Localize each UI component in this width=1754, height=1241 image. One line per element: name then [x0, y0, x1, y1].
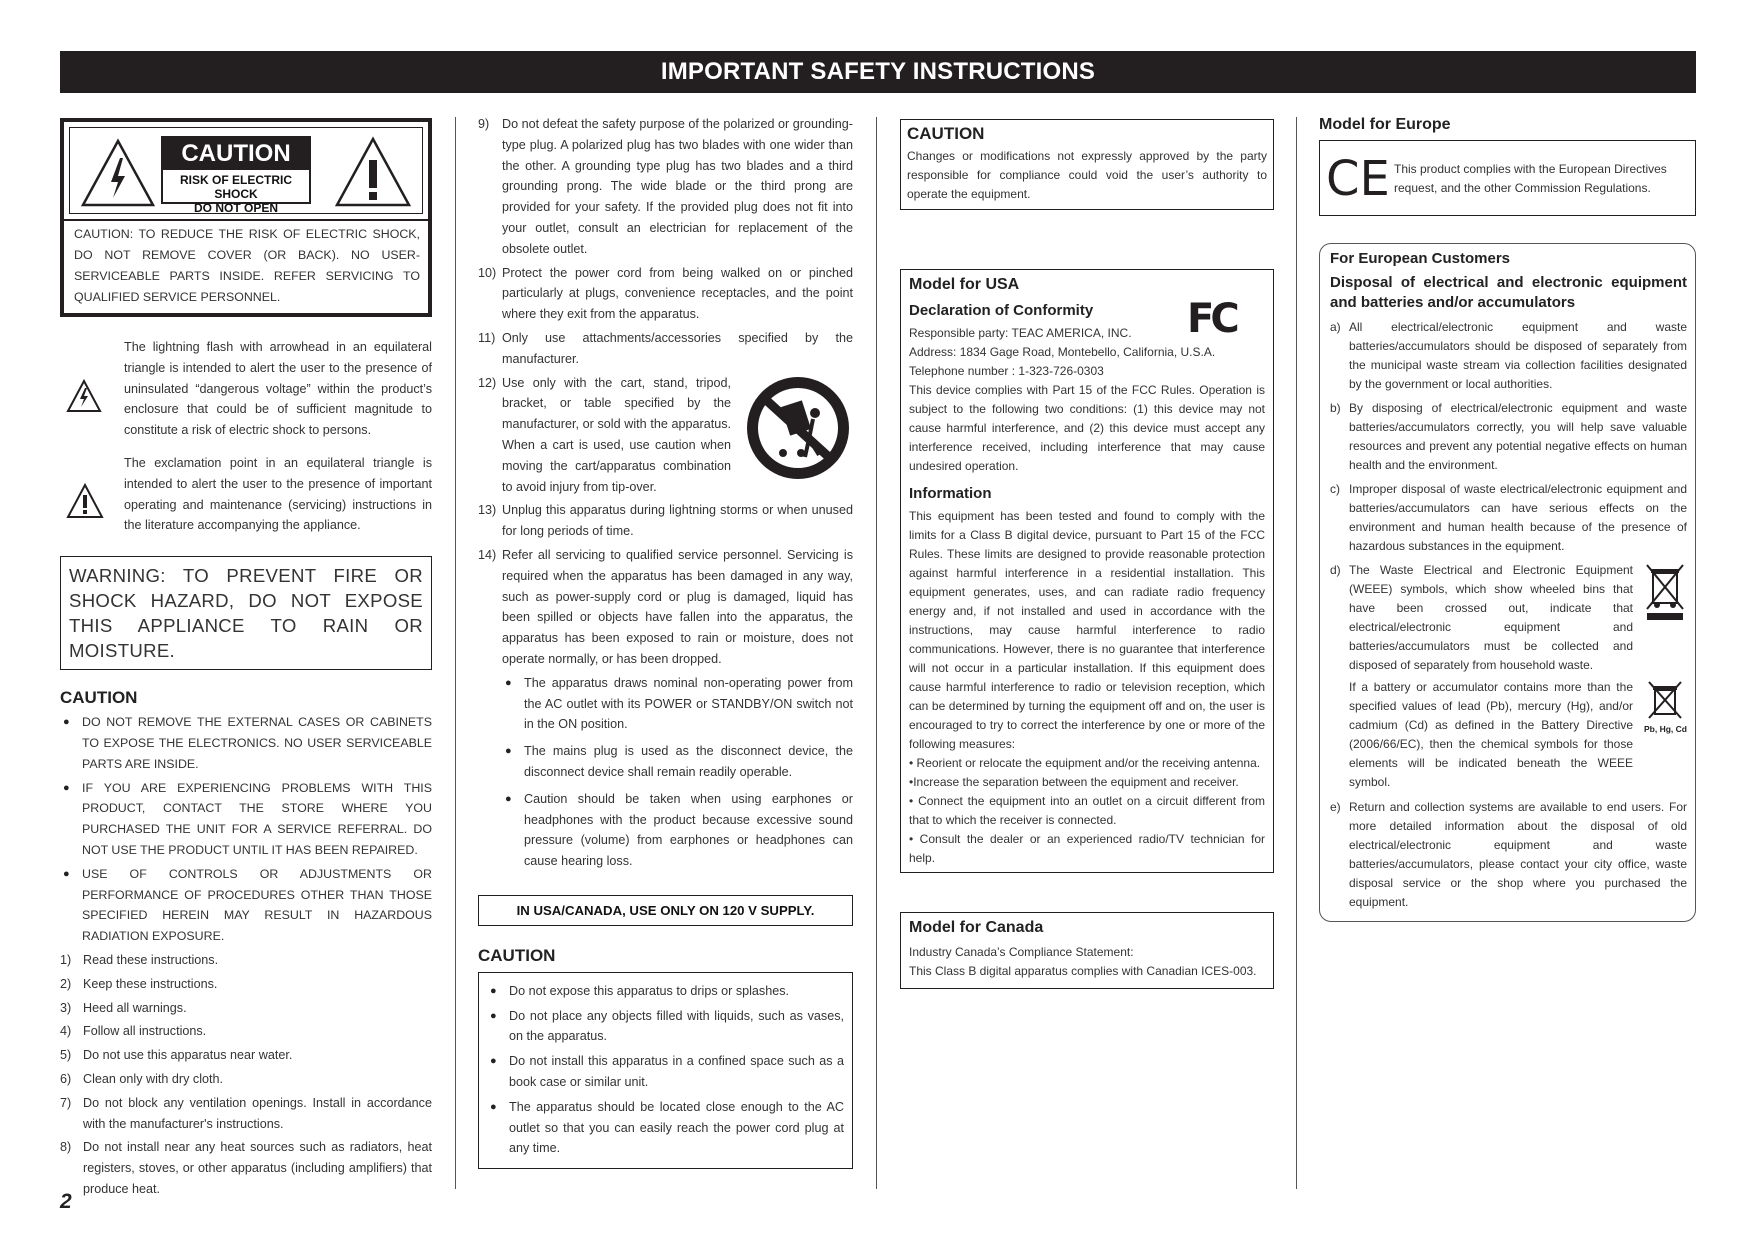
column-2 — [478, 114, 853, 1169]
europe-heading: Model for Europe — [1319, 116, 1451, 133]
information-text: This equipment has been tested and found to comply with the limits for a Class B digital device, pursuant to Part 15 of the FCC Rules. These limits are designed to provide reasonable protection against harmful interference in a residential installation. This equipment generates, uses, and can radiate radio frequency energy and, if not installed and used in accordance with the instructions, may cause harmful interference to radio communications. However, there is no guarantee that interference will not occur in a particular installation. If this equipment does cause harmful interference to radio or television reception, which can be determined by turning the equipment off and on, the user is encouraged to try to correct the interference by one or more of the following measures: — [909, 509, 1265, 751]
ce-text: This product complies with the European Directives request, and the other Commission Regulations. — [1394, 162, 1667, 195]
exclamation-text: The exclamation point in an equilateral triangle is intended to alert the user to the presence of important operating and maintenance (servicing) instructions in the literature accompanying the appliance. — [124, 455, 432, 533]
list-item: b) By disposing of electrical/electronic equipment and waste batteries/accumulators correctly, you will help save valuable resources and prevent any potential negative effects on human health and the environment. — [1330, 401, 1687, 472]
measure-item: •Increase the separation between the equipment and receiver. — [909, 775, 1239, 789]
fcc-compliance: This device complies with Part 15 of the FCC Rules. Operation is subject to the following two conditions: (1) this device may not cause harmful interference, and (2) this device must accept any interference received, including interference that may cause undesired operation. — [909, 383, 1265, 473]
fcc-caution-box — [900, 119, 1274, 210]
list-item: ● The apparatus draws nominal non-operating power from the AC outlet with its POWER or STANDBY/ON switch not in the ON position. — [502, 673, 853, 735]
measure-item: • Reorient or relocate the equipment and/or the receiving antenna. — [909, 756, 1261, 770]
measure-item: • Consult the dealer or an experienced radio/TV technician for help. — [909, 832, 1265, 865]
list-item: 1) Read these instructions. — [60, 952, 219, 967]
column-divider — [876, 117, 877, 1189]
caution-label-sub1: RISK OF ELECTRIC SHOCK — [179, 173, 292, 201]
caution-label-title: CAUTION — [163, 138, 309, 170]
lightning-triangle-icon — [80, 138, 156, 208]
caution-box-text: CAUTION: TO REDUCE THE RISK OF ELECTRIC SHOCK, DO NOT REMOVE COVER (OR BACK). NO USER-SERVICEABLE PARTS INSIDE. REFER SERVICING TO QUALIFIED SERVICE PERSONNEL. — [74, 227, 420, 304]
address: Address: 1834 Gage Road, Montebello, California, U.S.A. — [909, 345, 1216, 359]
list-item: ● IF YOU ARE EXPERIENCING PROBLEMS WITH THIS PRODUCT, CONTACT THE STORE WHERE YOU PURCHASED THE UNIT FOR A SERVICE REFERRAL. DO NOT USE THE PRODUCT UNTIL IT HAS BEEN REPAIRED. — [60, 778, 432, 861]
list-item: ● Caution should be taken when using earphones or headphones with the product because excessive sound pressure (volume) from earphones or headphones can cause hearing loss. — [502, 789, 853, 872]
usa-box — [900, 269, 1274, 873]
column-1 — [60, 118, 432, 1203]
fcc-logo: FC — [1187, 296, 1236, 342]
lightning-explanation — [60, 337, 432, 441]
list-item: 4) Follow all instructions. — [60, 1024, 207, 1039]
caution-shock-box — [60, 118, 432, 317]
list-item: ● Do not expose this apparatus to drips or splashes. — [487, 981, 844, 1002]
disposal-list — [1330, 318, 1687, 675]
exclamation-triangle-icon — [66, 483, 104, 519]
list-item: 3) Heed all warnings. — [60, 1000, 187, 1015]
caution-heading: CAUTION — [478, 945, 556, 965]
sub-list — [478, 673, 853, 872]
list-item: 6) Clean only with dry cloth. — [60, 1071, 223, 1086]
cart-warning-icon — [743, 373, 853, 483]
lightning-text: The lightning flash with arrowhead in an equilateral triangle is intended to alert the user to the presence of uninsulated “dangerous voltage” within the product’s enclosure that could be of sufficient magnitude to constitute a risk of electric shock to persons. — [124, 340, 432, 438]
list-item: 13) Unplug this apparatus during lightning storms or when unused for long periods of time. — [478, 503, 853, 539]
disposal-heading: Disposal of electrical and electronic equipment and batteries and/or accumulators — [1330, 274, 1687, 311]
information-heading: Information — [909, 485, 992, 502]
column-divider — [455, 117, 456, 1189]
disposal-list-e — [1330, 798, 1687, 912]
caution-heading: CAUTION — [60, 688, 138, 708]
list-item: 5) Do not use this apparatus near water. — [60, 1048, 293, 1063]
list-item: c) Improper disposal of waste electrical/electronic equipment and batteries/accumulators can have serious effects on the environment and human health because of the presence of hazardous substances in the equipment. — [1330, 482, 1687, 553]
page-number: 2 — [60, 1190, 72, 1213]
list-item: ● The mains plug is used as the disconnect device, the disconnect device shall remain readily operable. — [502, 741, 853, 783]
list-item: ● Do not install this apparatus in a confined space such as a book case or similar unit. — [487, 1051, 844, 1093]
telephone: Telephone number : 1-323-726-0303 — [909, 364, 1104, 378]
usa-heading: Model for USA — [909, 276, 1020, 293]
caution-box — [478, 972, 853, 1169]
list-item: 9) Do not defeat the safety purpose of the polarized or grounding-type plug. A polarized plug has two blades with one wider than the other. A grounding type plug has two blades and a third grounding prong. The wide blade or the third prong are provided for your safety. If the provided plug does not fit into your outlet, consult an electrician for replacement of the obsolete outlet. — [478, 117, 853, 256]
weee-battery-bin-icon — [1643, 678, 1687, 722]
canada-line-1: Industry Canada’s Compliance Statement: — [909, 945, 1134, 959]
instruction-list — [60, 950, 432, 1200]
exclamation-triangle-icon — [334, 136, 412, 208]
caution-label — [161, 136, 311, 215]
list-item: 2) Keep these instructions. — [60, 976, 218, 991]
weee-bin-icon — [1643, 561, 1687, 621]
list-item: ● DO NOT REMOVE THE EXTERNAL CASES OR CABINETS TO EXPOSE THE ELECTRONICS. NO USER SERVICEABLE PARTS ARE INSIDE. — [60, 712, 432, 774]
canada-line-2: This Class B digital apparatus complies with Canadian ICES-003. — [909, 964, 1257, 978]
responsible-party: Responsible party: TEAC AMERICA, INC. — [909, 326, 1132, 340]
canada-box — [900, 912, 1274, 989]
caution-list — [487, 981, 844, 1159]
caution-heading: CAUTION — [907, 124, 985, 143]
page-title: IMPORTANT SAFETY INSTRUCTIONS — [60, 51, 1696, 93]
list-item: 12) Use only with the cart, stand, tripod, bracket, or table specified by the manufacturer, or sold with the apparatus. When a cart is used, use caution when moving the cart/apparatus combination to avoid injury from tip-over. — [478, 373, 853, 498]
measure-item: • Connect the equipment into an outlet on a circuit different from that to which the receiver is connected. — [909, 794, 1265, 827]
list-item: 10) Protect the power cord from being walked on or pinched particularly at plugs, convenience receptacles, and the point where they exit from the apparatus. — [478, 265, 853, 322]
column-4 — [1319, 116, 1696, 922]
caution-label-frame — [69, 127, 423, 214]
list-item: 11) Only use attachments/accessories specified by the manufacturer. — [478, 330, 853, 366]
chem-symbols: Pb, Hg, Cd — [1644, 724, 1687, 734]
declaration-heading: Declaration of Conformity — [909, 302, 1094, 319]
exclamation-explanation — [60, 453, 432, 536]
list-item: ● The apparatus should be located close enough to the AC outlet so that you can easily reach the power cord plug at any time. — [487, 1097, 844, 1159]
supply-notice-text: IN USA/CANADA, USE ONLY ON 120 V SUPPLY. — [516, 902, 815, 918]
list-item: 14) Refer all servicing to qualified service personnel. Servicing is required when the apparatus has been damaged in any way, such as power-supply cord or plug is damaged, liquid has been spilled or objects have fallen into the apparatus, the apparatus has been exposed to rain or moisture, does not operate normally, or has been dropped. — [478, 547, 853, 666]
list-item: ● Do not place any objects filled with liquids, such as vases, on the apparatus. — [487, 1006, 844, 1048]
supply-notice — [478, 895, 853, 926]
list-item: ● USE OF CONTROLS OR ADJUSTMENTS OR PERFORMANCE OF PROCEDURES OTHER THAN THOSE SPECIFIED HEREIN MAY RESULT IN HAZARDOUS RADIATION EXPOSURE. — [60, 864, 432, 947]
instruction-list — [478, 114, 853, 670]
ce-box — [1319, 140, 1696, 216]
lightning-triangle-icon — [66, 379, 102, 413]
battery-text-row: If a battery or accumulator contains more than the specified values of lead (Pb), mercury (Hg), and/or cadmium (Cd) as defined in the Battery Directive (2006/66/EC), then the chemical symbols for those elements will be indicated beneath the WEEE symbol. Pb, Hg, Cd — [1349, 680, 1687, 789]
caution-label-sub2: DO NOT OPEN — [193, 201, 278, 215]
fire-shock-warning: WARNING: TO PREVENT FIRE OR SHOCK HAZARD, DO NOT EXPOSE THIS APPLIANCE TO RAIN OR MOISTURE. — [60, 556, 432, 670]
list-item: a) All electrical/electronic equipment and waste batteries/accumulators should be disposed of separately from the municipal waste stream via collection facilities designated by the government or local authorities. — [1330, 320, 1687, 391]
caution-list — [60, 712, 432, 947]
divider — [64, 219, 428, 221]
column-divider — [1296, 117, 1297, 1189]
caution-text: Changes or modifications not expressly approved by the party responsible for compliance could void the user’s authority to operate the equipment. — [907, 149, 1267, 201]
column-3 — [900, 119, 1274, 989]
eu-customers-heading: For European Customers — [1330, 250, 1511, 267]
ce-logo: CE — [1326, 151, 1390, 207]
list-item: 8) Do not install near any heat sources such as radiators, heat registers, stoves, or other apparatus (including amplifiers) that produce heat. — [60, 1140, 432, 1196]
eu-customers-box — [1319, 243, 1696, 922]
list-item: d) The Waste Electrical and Electronic Equipment (WEEE) symbols, which show wheeled bins that have been crossed out, indicate that electrical/electronic equipment and batteries/accumulators must be collected and disposed of separately from household waste. — [1330, 561, 1687, 675]
list-item: e) Return and collection systems are available to end users. For more detailed information about the disposal of old electrical/electronic equipment and waste batteries/accumulators, please contact your city office, waste disposal service or the shop where you purchased the equipment. — [1330, 800, 1687, 909]
list-item: 7) Do not block any ventilation openings. Install in accordance with the manufacturer's instructions. — [60, 1095, 432, 1131]
canada-heading: Model for Canada — [909, 919, 1044, 936]
